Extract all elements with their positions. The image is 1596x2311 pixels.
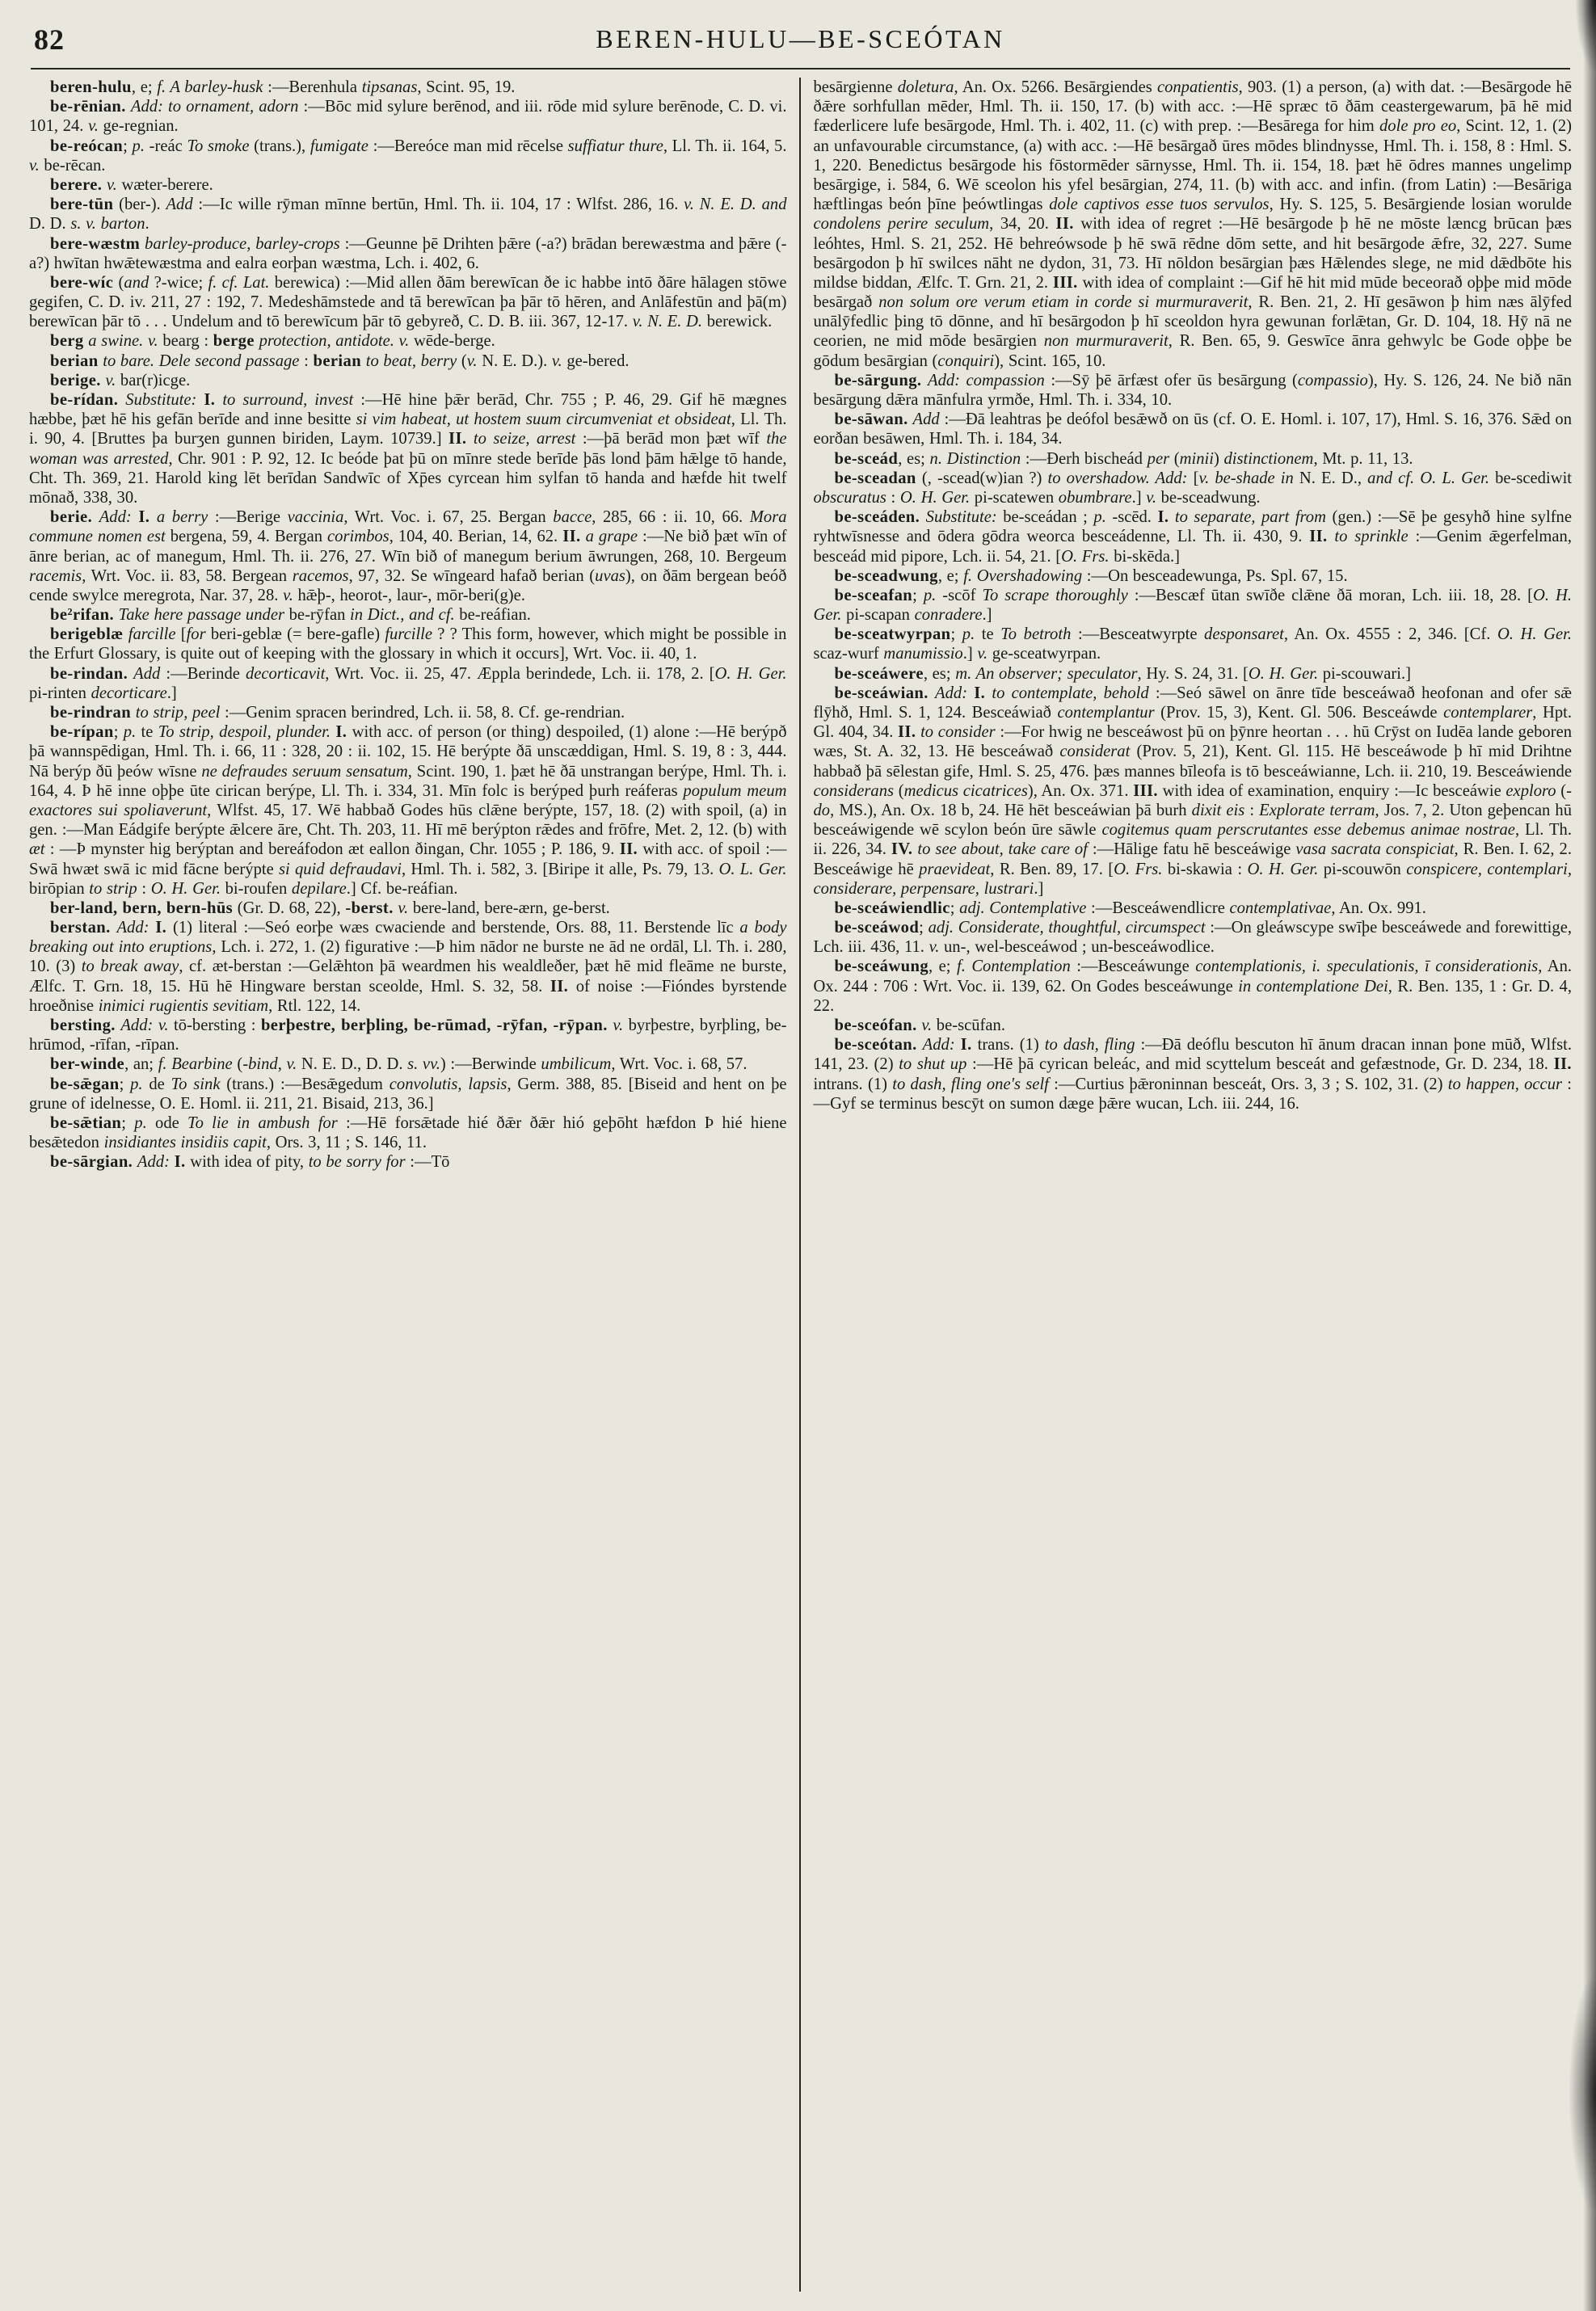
dictionary-entry: be-rindran to strip, peel :—Genim spracen berindred, Lch. ii. 58, 8. Cf. ge-rendrian. xyxy=(50,704,625,722)
dictionary-entry: bersting. Add: v. tō-bersting : berþestre, berþling, be-rūmad, -rȳfan, -rȳpan. v. byrþestre, byrþling, be-hrūmod, -rīfan, -rīpan. xyxy=(29,1017,787,1054)
dictionary-entry: be-sceadwung, e; f. Overshadowing :—On besceadewunga, Ps. Spl. 67, 15. xyxy=(834,566,1348,585)
dictionary-entry: berige. v. bar(r)icge. xyxy=(50,371,191,389)
dictionary-entry: be-sceatwyrpan; p. te To betroth :—Besceatwyrpte desponsaret, An. Ox. 4555 : 2, 346. [Cf. O. H. Ger. scaz-wurf manumissio.] v. ge-sceatwyrpan. xyxy=(813,625,1572,663)
page-number: 82 xyxy=(34,23,65,56)
dictionary-entry: be-sārgian. Add: I. with idea of pity, to be sorry for :—Tō xyxy=(50,1153,450,1172)
dictionary-entry: be-rídan. Substitute: I. to surround, invest :—Hē hine þǣr berād, Chr. 755 ; P. 46, 29. Gif hē mægnes hæbbe, þæt hē his gefān berīde and inne besitte si vim habeat, ut hostem suum circumveniat et obsideat, Ll. Th. i. 90, 4. [Bruttes þa burʒen gunnen biriden, Laym. 10739.] II. to seize, arrest :—þā berād mon þæt wīf the woman was arrested, Chr. 901 : P. 92, 12. Ic beóde þat þū on mīnre stede berīde þās lond þām hǣlge tō hande, Cht. Th. 369, 21. Harold king lēt berīdan Sandwīc of Xp̄es cyrcean him sylfan tō handa and hæfde hit twelf mōnað, 338, 30. xyxy=(29,391,787,507)
dictionary-entry: be-sceadan (, -scead(w)ian ?) to overshadow. Add: [v. be-shade in N. E. D., and cf. O. L. Ger. be-scediwit obscuratus : O. H. Ger. pi-scatewen obumbrare.] v. be-sceadwung. xyxy=(813,469,1572,507)
dictionary-entry: bere-wæstm barley-produce, barley-crops :—Geunne þē Drihten þǣre (-a?) brādan berewæstma and þǣre (-a?) hwītan hwǣtewæstma and ealra eorþan wæstma, Lch. i. 402, 6. xyxy=(29,234,787,272)
column-left xyxy=(29,78,801,2292)
dictionary-entry: berian to bare. Dele second passage : berian to beat, berry (v. N. E. D.). v. ge-bered. xyxy=(50,351,630,370)
dictionary-entry: berere. v. wæter-berere. xyxy=(50,175,213,194)
dictionary-entry: ber-land, bern, bern-hūs (Gr. D. 68, 22), -berst. v. bere-land, bere-ærn, ge-berst. xyxy=(50,899,610,917)
dictionary-entry: be-rindan. Add :—Berinde decorticavit, Wrt. Voc. ii. 25, 47. Æppla berindede, Lch. ii. 178, 2. [O. H. Ger. pi-rinten decorticare.] xyxy=(29,664,787,702)
dictionary-entry: bere-tūn (ber-). Add :—Ic wille rȳman mīnne bertūn, Hml. Th. ii. 104, 17 : Wlfst. 286, 16. v. N. E. D. and D. D. s. v. barton. xyxy=(29,196,787,234)
dictionary-entry: bere-wíc (and ?-wice; f. cf. Lat. berewica) :—Mid allen ðām berewīcan ðe ic habbe intō ðāre hālagen stōwe gegifen, C. D. iv. 211, 27 : 192, 7. Medeshāmstede and tā berewīcan þa þār tō hēren, and Anlāfestūn and þā(m) berewīcan þār tō . . . Undelum and tō berewīcum þār tō gebyreð, C. D. B. iii. 367, 12-17. v. N. E. D. berewick. xyxy=(29,273,787,331)
text-columns xyxy=(29,78,1572,2292)
dictionary-entry: be²rifan. Take here passage under be-rȳfan in Dict., and cf. be-reáfian. xyxy=(50,606,531,625)
dictionary-entry: berie. Add: I. a berry :—Berige vaccinia, Wrt. Voc. i. 67, 25. Bergan bacce, 285, 66 : ii. 10, 66. Mora commune nomen est bergena, 59, 4. Bergan corimbos, 104, 40. Berian, 14, 62. II. a grape :—Ne bið þæt wīn of ānre berian, ac of manegum, Hml. Th. ii. 276, 27. Wīn bið of manegum berium āwrungen, 268, 10. Bergeum racemis, Wrt. Voc. ii. 83, 58. Bergean racemos, 97, 32. Se wīngeard hafað berian (uvas), on ðām bergean beóð cende swylce meregrota, Nar. 37, 28. v. hǣþ-, heorot-, laur-, mōr-beri(g)e. xyxy=(29,508,787,604)
dictionary-entry: be-sārgung. Add: compassion :—Sȳ þē ārfæst ofer ūs besārgung (compassio), Hy. S. 126, 24. Ne bið nān besārgung dǣra mānfulra yrmðe, Hml. Th. i. 334, 10. xyxy=(813,371,1572,409)
dictionary-entry: berigeblæ farcille [for beri-geblæ (= bere-gafle) furcille ? ? This form, however, which might be possible in the Erfurt Glossary, is quite out of keeping with the glossary in which it occurs], Wrt. Voc. ii. 40, 1. xyxy=(29,625,787,663)
dictionary-entry: be-sǣtian; p. ode To lie in ambush for :—Hē forsǣtade hié ðǣr ðǣr hió geþōht hæfdon Þ hié hiene besǣtedon insidiantes insidiis capit, Ors. 3, 11 ; S. 146, 11. xyxy=(29,1113,787,1152)
scan-corner-mark xyxy=(1575,0,1596,73)
dictionary-entry: be-sāwan. Add :—Ðā leahtras þe deófol besǣwð on ūs (cf. O. E. Homl. i. 107, 17), Hml. S. 16, 376. Sǣd on eorðan besāwen, Hml. Th. i. 184, 34. xyxy=(813,410,1572,448)
dictionary-entry: be-sceótan. Add: I. trans. (1) to dash, fling :—Ðā deóflu bescuton hī ānum dracan innan þone mūð, Wlfst. 141, 23. (2) to shut up :—Hē þā cyrican beleác, and mid scyttelum besceát and gefæstnode, Gr. D. 234, 18. II. intrans. (1) to dash, fling one's self :—Curtius þǣroninnan besceát, Ors. 3, 3 ; S. 102, 31. (2) to happen, occur :—Gyf se terminus bescȳt on sumon dæge þǣre wucan, Lch. iii. 244, 16. xyxy=(813,1036,1572,1113)
dictionary-entry: be-rēnian. Add: to ornament, adorn :—Bōc mid sylure berēnod, and iii. rōde mid sylure berēnode, C. D. vi. 101, 24. v. ge-regnian. xyxy=(29,98,787,136)
dictionary-entry: be-sceáwiendlic; adj. Contemplative :—Besceáwendlicre contemplativae, An. Ox. 991. xyxy=(834,899,1426,917)
scan-smudge xyxy=(1569,1972,1596,2214)
header-rule xyxy=(31,68,1570,69)
dictionary-entry: be-sceáwere, es; m. An observer; speculator, Hy. S. 24, 31. [O. H. Ger. pi-scouwari.] xyxy=(834,664,1411,683)
dictionary-entry: be-reócan; p. -reác To smoke (trans.), fumigate :—Bereóce man mid rēcelse suffiatur thure, Ll. Th. ii. 164, 5. v. be-rēcan. xyxy=(29,137,787,175)
dictionary-entry: be-sǣgan; p. de To sink (trans.) :—Besǣgedum convolutis, lapsis, Germ. 388, 85. [Biseid and hent on þe grune of idelnesse, O. E. Homl. ii. 211, 21. Bisaid, 213, 36.] xyxy=(29,1075,787,1113)
dictionary-entry: berg a swine. v. bearg : berge protection, antidote. v. wēde-berge. xyxy=(50,332,495,351)
dictionary-entry: beren-hulu, e; f. A barley-husk :—Berenhula tipsanas, Scint. 95, 19. xyxy=(50,78,516,96)
dictionary-entry: be-rípan; p. te To strip, despoil, plunder. I. with acc. of person (or thing) despoiled, (1) alone :—Hē berýpð þā wannspēdigan, Hml. Th. i. 66, 11 : 328, 20 : ii. 102, 15. Hē berýpte ðā unscæddigan, Hml. S. 19, 8 : 3, 444. Nā berýp ðū þeów wīsne ne defraudes seruum sensatum, Scint. 190, 1. þæt hē ðā unstrangan berýpe, Hml. Th. i. 164, 4. Þ hē inne oþþe ūte cirican berýpe, Ll. Th. i. 334, 31. Mīn folc is berýped þurh reáferas populum meum exactores sui spoliaverunt, Wlfst. 45, 17. Wē habbað Godes hūs clǣne berýpte, 157, 18. (2) with spoil, (a) in gen. :—Man Eádgife berýpte ǣlcere āre, Cht. Th. 203, 11. Hī mē berýpton rǣdes and frōfre, Met. 2, 12. (b) with æt : —Þ mynster hig berýptan and bereáfodon æt eallon ðingan, Chr. 1055 ; P. 186, 9. II. with acc. of spoil :—Swā hwæt swā ic mid fācne berýpte si quid defraudavi, Hml. Th. i. 582, 3. [Biripe it alle, Ps. 79, 13. O. L. Ger. birōpian to strip : O. H. Ger. bi-roufen depilare.] Cf. be-reáfian. xyxy=(29,723,787,898)
dictionary-entry: be-sceád, es; n. Distinction :—Ðerh bischeád per (minii) distinctionem, Mt. p. 11, 13. xyxy=(834,449,1413,468)
dictionary-entry: be-sceáwian. Add: I. to contemplate, behold :—Seó sāwel on ānre tīde besceáwað heofonan and ofer sǣ flȳhð, Hml. S. 1, 124. Besceáwiað contemplantur (Prov. 15, 3), Kent. Gl. 506. Besceáwde contemplarer, Hpt. Gl. 404, 34. II. to consider :—For hwig ne besceáwost þū on þȳnre heortan . . . hū Crȳst on Iudēa lande geboren wæs, St. A. 32, 13. Hē besceáwað considerat (Prov. 5, 21), Kent. Gl. 115. Hē besceáwode þ hī mid Drihtne habbað þā sēlestan gife, Hml. S. 25, 476. þæs mannes bīleofa is tō besceáwianne, Lch. ii. 210, 19. Besceáwiende considerans (medicus cicatrices), An. Ox. 371. III. with idea of examination, enquiry :—Ic besceáwie exploro (-do, MS.), An. Ox. 18 b, 24. Hē hēt besceáwian þā burh dixit eis : Explorate terram, Jos. 7, 2. Uton geþencan hū besceáwigende wē scylon beón ūre sāwle cogitemus quam perscrutantes esse debemus animae nostrae, Ll. Th. ii. 226, 34. IV. to see about, take care of :—Hālige fatu hē besceáwige vasa sacrata conspiciat, R. Ben. I. 62, 2. Besceáwige hē praevideat, R. Ben. 89, 17. [O. Frs. bi-skawia : O. H. Ger. pi-scouwōn conspicere, contemplari, considerare, perpensare, lustrari.] xyxy=(813,684,1572,898)
dictionary-entry: ber-winde, an; f. Bearbine (-bind, v. N. E. D., D. D. s. vv.) :—Berwinde umbilicum, Wrt. Voc. i. 68, 57. xyxy=(50,1055,747,1074)
dictionary-entry: besārgienne doletura, An. Ox. 5266. Besārgiendes conpatientis, 903. (1) a person, (a) with dat. :—Besārgode hē ðǣre sorhfullan mēder, Hml. Th. ii. 150, 17. (b) with acc. :—Hē spræc tō ðām ceastergewarum, þā hē mid fæderlicere lufe besārgode, Hml. Th. i. 402, 11. (c) with prep. :—Besārega for him dole pro eo, Scint. 12, 1. (2) an unfavourable circumstance, (a) with acc. :—Hē besārgað ūres mōdes blindnysse, Hml. Th. i. 158, 8 : Hml. S. 1, 220. Benedictus besārgode his fōstormēder sārnysse, Hml. Th. ii. 154, 18. þæt hē ōdres mannes ungelimp besārgige, i. 584, 6. Wē sceolon his yfel besārgian, 274, 11. (b) with acc. and infin. (from Latin) :—Besāriga hæftlingas beón þīne þeówtlingas dole captivos esse tuos servulos, Hy. S. 125, 5. Besārgiende losian worulde condolens perire seculum, 34, 20. II. with idea of regret :—Hē besārgode þ hē ne mōste læncg brūcan þæs leóhtes, Hml. S. 21, 252. Hē behreówsode þ hē swā rēdne dōm sette, and hit besārgode ǣfre, 32, 227. Sume besārgodon þ hī swilces nāht ne dydon, 31, 73. Hī nōldon besārgian þæs Hǣlendes slege, ne mid dǣdbōte his mildse biddan, Ælfc. T. Grn. 21, 2. III. with idea of complaint :—Gif hē hit mid mūde beceorað oþþe mid mōde besārgað non solum ore verum etiam in corde si murmuraverit, R. Ben. 21, 2. Hī gesāwon þ him næs ālȳfed unālȳfedlic þing tō dōnne, and hī besārgodon þ hī sceoldon hyra gewunan forlǣtan, Gr. D. 104, 18. Hȳ nā ne ceorien, ne mid mōde besārgien non murmuraverit, R. Ben. 65, 9. Geswīce ānra gehwylc be Gode oþþe be gōdum besārgian (conquiri), Scint. 165, 10. xyxy=(813,78,1572,370)
dictionary-entry: be-sceáwod; adj. Considerate, thoughtful, circumspect :—On gleáwscype swīþe besceáwede and forewittige, Lch. iii. 436, 11. v. un-, wel-besceáwod ; un-besceáwodlice. xyxy=(813,919,1572,957)
page-header xyxy=(29,21,1572,63)
dictionary-entry: berstan. Add: I. (1) literal :—Seó eorþe wæs cwaciende and berstende, Ors. 88, 11. Berstende līc a body breaking out into eruptions, Lch. i. 272, 1. (2) figurative :—Þ him nādor ne burste ne ād ne ordāl, Ll. Th. i. 280, 10. (3) to break away, cf. æt-berstan :—Gelǣhton þā weardmen his wealdleðer, þæt hē mid fleāme ne burste, Ælfc. T. Grn. 18, 15. Hū hē Hingware berstan sceolde, Hml. S. 32, 58. II. of noise :—Fióndes byrstende hroeðnise inimici rugientis sevitiam, Rtl. 122, 14. xyxy=(29,919,787,1015)
dictionary-entry: be-sceáwung, e; f. Contemplation :—Besceáwunge contemplationis, i. speculationis, ī considerationis, An. Ox. 244 : 706 : Wrt. Voc. ii. 139, 62. On Godes besceáwunge in contemplatione Dei, R. Ben. 135, 1 : Gr. D. 4, 22. xyxy=(813,958,1572,1015)
dictionary-entry: be-sceáden. Substitute: be-sceádan ; p. -scēd. I. to separate, part from (gen.) :—Sē þe gesyhð hine sylfne ryhtwīsnesse and ōdera gōdra weorca besceádenne, Ll. Th. ii. 430, 9. II. to sprinkle :—Genim ǣgerfelman, besceád mid pipore, Lch. ii. 54, 21. [O. Frs. bi-skēda.] xyxy=(813,508,1572,566)
dictionary-entry: be-sceófan. v. be-scūfan. xyxy=(834,1017,1005,1034)
column-right xyxy=(801,78,1573,2292)
running-head: BEREN-HULU—BE-SCEÓTAN xyxy=(596,24,1005,53)
dictionary-entry: be-sceafan; p. -scōf To scrape thoroughly :—Bescæf ūtan swīðe clǣne ðā moran, Lch. iii. 18, 28. [O. H. Ger. pi-scapan conradere.] xyxy=(813,586,1572,625)
